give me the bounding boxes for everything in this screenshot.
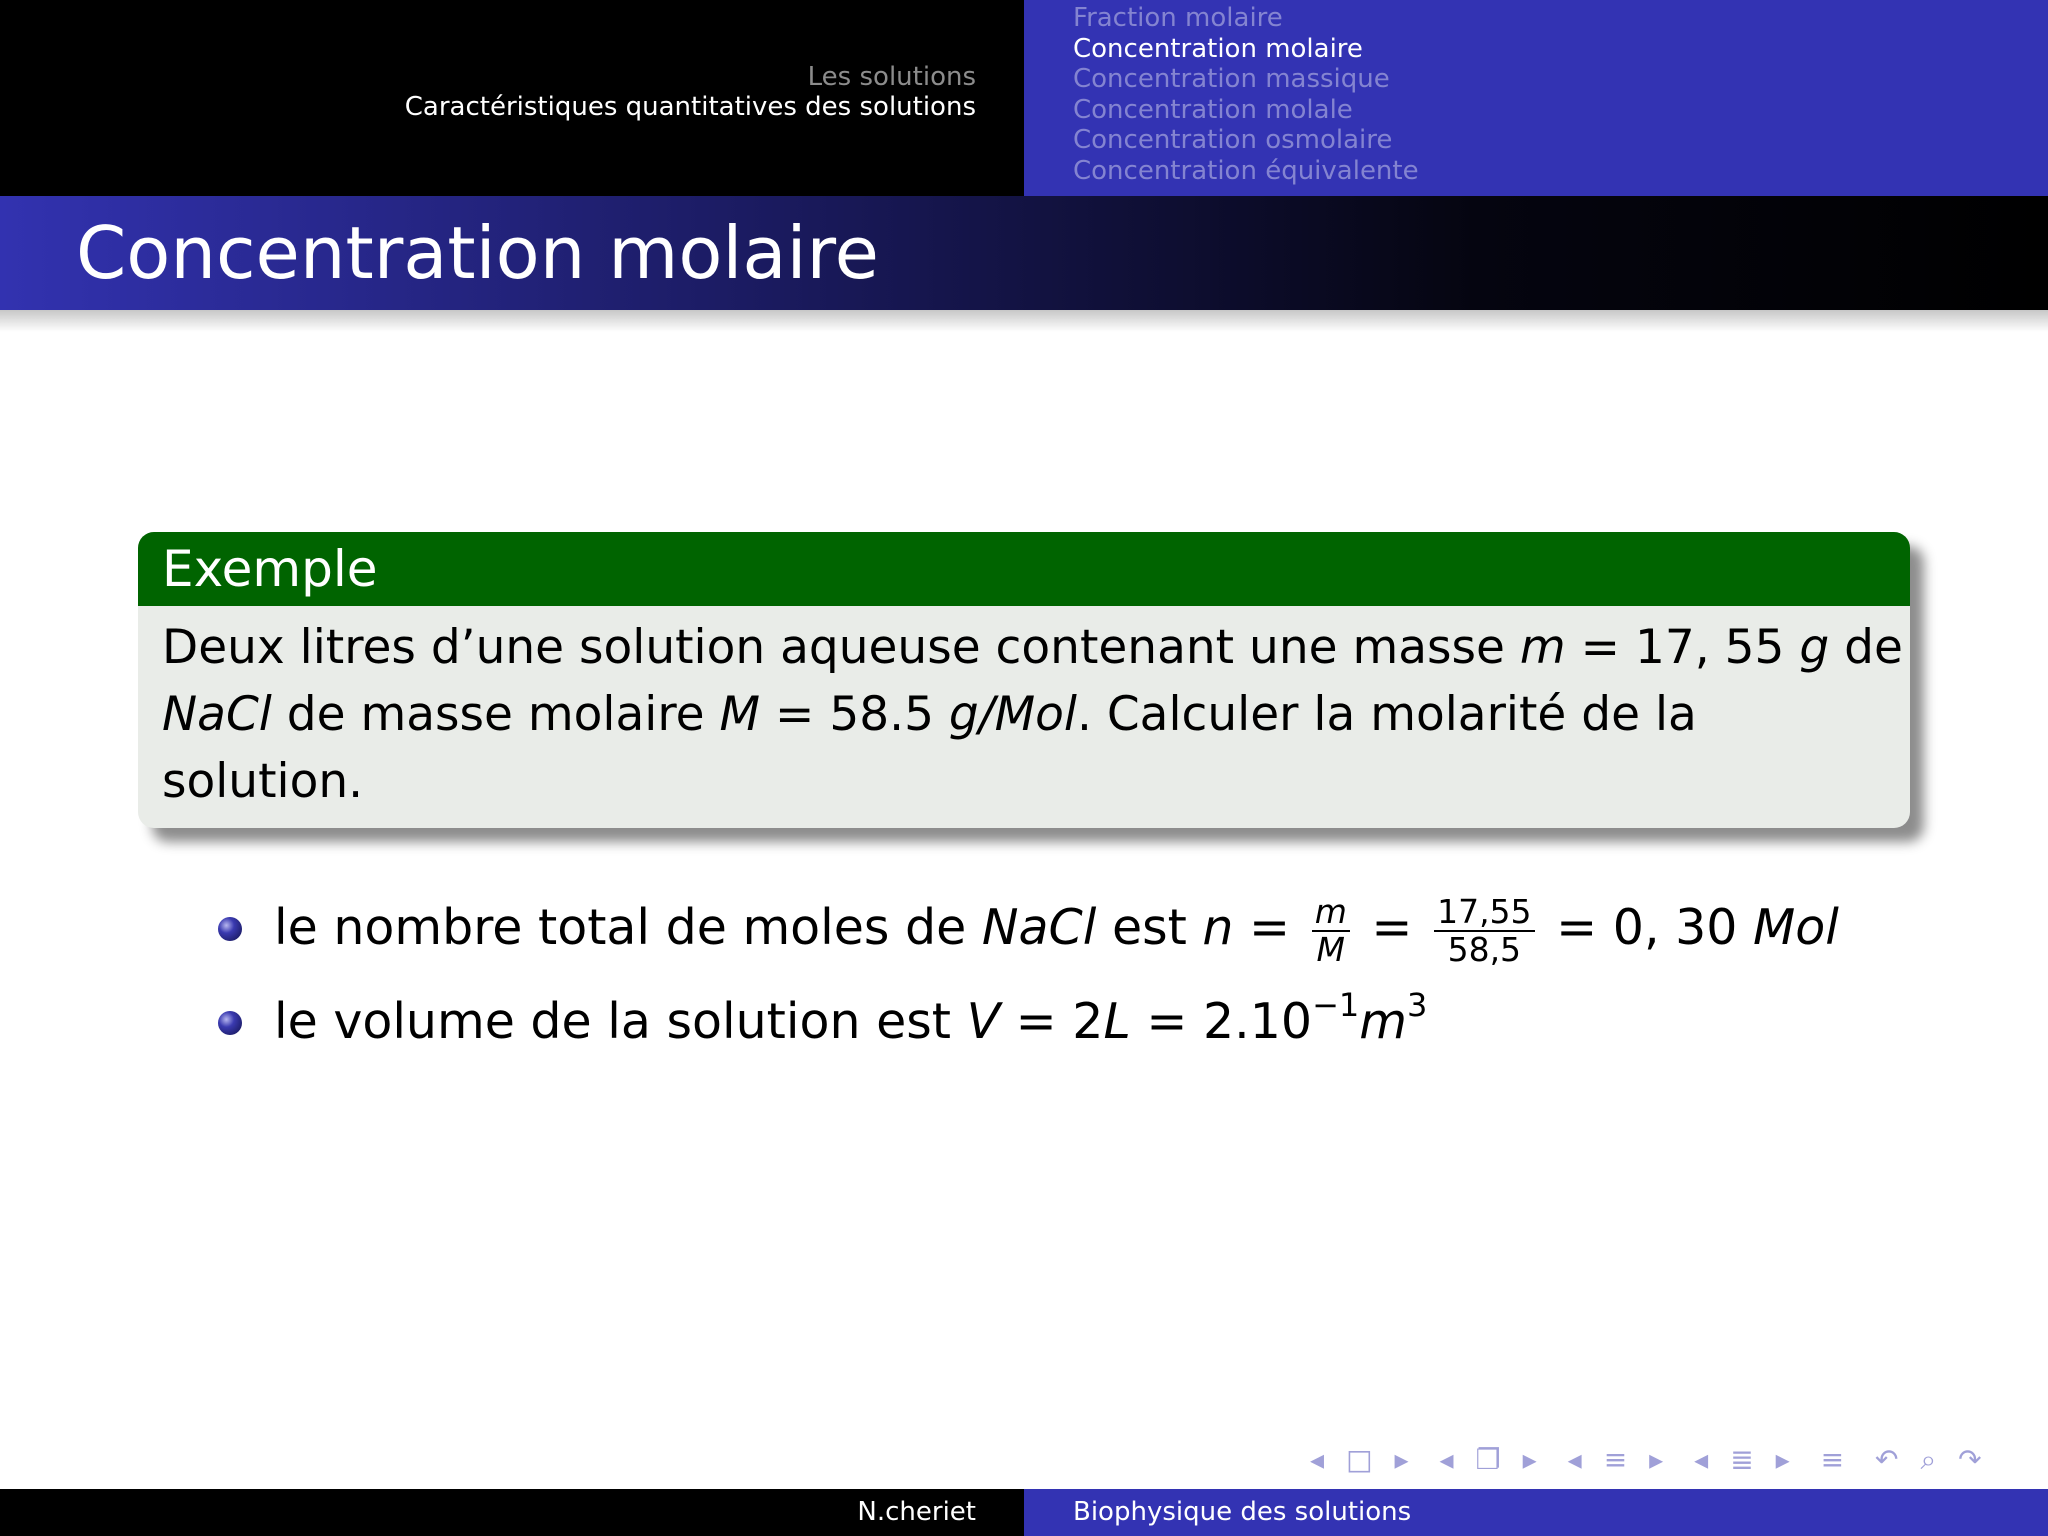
math-exponent: 3 bbox=[1407, 986, 1428, 1024]
math-unit-m: m bbox=[1359, 993, 1408, 1050]
arrow-right-icon[interactable]: ▸ bbox=[1775, 1443, 1790, 1476]
math-exponent: −1 bbox=[1312, 986, 1360, 1024]
math-var-M: M bbox=[719, 687, 761, 742]
math-value: = 17, 55 bbox=[1565, 620, 1800, 675]
bullet-moles bbox=[214, 890, 1914, 969]
fraction-denominator: 58,5 bbox=[1447, 929, 1522, 969]
toc-icon[interactable]: ≡ bbox=[1820, 1443, 1845, 1476]
math-equals: = bbox=[1233, 899, 1306, 956]
bullet-text: le volume de la solution est bbox=[274, 993, 967, 1050]
arrow-right-icon[interactable]: ▸ bbox=[1394, 1443, 1409, 1476]
nav-item-concentration-massique[interactable]: Concentration massique bbox=[1073, 64, 1390, 95]
header-section[interactable]: Les solutions bbox=[807, 62, 976, 92]
nav-item-concentration-osmolaire[interactable]: Concentration osmolaire bbox=[1073, 125, 1393, 156]
bullet-ball-icon bbox=[218, 1011, 242, 1035]
nav-item-concentration-molaire[interactable]: Concentration molaire bbox=[1073, 33, 1363, 64]
bullet-volume bbox=[214, 984, 1914, 1060]
fraction-values bbox=[1434, 891, 1534, 969]
footer-author: N.cheriet bbox=[0, 1489, 1024, 1536]
fraction-numerator: 17,55 bbox=[1434, 894, 1534, 932]
fraction-numerator bbox=[1312, 891, 1350, 932]
arrow-left-icon[interactable]: ◂ bbox=[1310, 1443, 1325, 1476]
example-block bbox=[138, 532, 1910, 828]
math-nacl: NaCl bbox=[981, 899, 1097, 956]
footer-course: Biophysique des solutions bbox=[1024, 1489, 2048, 1536]
arrow-right-icon[interactable]: ▸ bbox=[1522, 1443, 1537, 1476]
section-icon[interactable]: ≡ bbox=[1603, 1443, 1628, 1476]
math-unit-mol: Mol bbox=[1753, 899, 1839, 956]
example-text: de masse molaire bbox=[271, 687, 720, 742]
redo-icon[interactable]: ↷ bbox=[1958, 1443, 1982, 1476]
presentation-icon[interactable]: ≣ bbox=[1730, 1443, 1754, 1476]
example-heading: Exemple bbox=[138, 532, 1910, 606]
math-value: = 2 bbox=[1000, 993, 1104, 1050]
title-shadow bbox=[0, 310, 2048, 332]
example-line-1 bbox=[162, 614, 1903, 681]
math-var-m: m bbox=[1519, 620, 1566, 675]
math-var-M: M bbox=[1316, 929, 1346, 969]
example-line-2 bbox=[162, 681, 1886, 748]
math-unit-g: g bbox=[1799, 620, 1830, 675]
math-nacl: NaCl bbox=[162, 687, 272, 742]
nav-item-concentration-molale[interactable]: Concentration molale bbox=[1073, 94, 1353, 125]
frame-icon[interactable]: □ bbox=[1346, 1443, 1373, 1476]
example-text: . Calculer la molarité de la bbox=[1076, 687, 1697, 742]
math-equals: = bbox=[1355, 899, 1429, 956]
bullet-text: le nombre total de moles de bbox=[274, 899, 982, 956]
header-left bbox=[0, 0, 1024, 196]
math-var-n: n bbox=[1202, 899, 1234, 956]
math-unit-L: L bbox=[1103, 993, 1131, 1050]
search-icon[interactable]: ⌕ bbox=[1920, 1443, 1937, 1476]
example-text: de bbox=[1829, 620, 1903, 675]
slide-title: Concentration molaire bbox=[76, 211, 879, 295]
example-text: Deux litres d’une solution aqueuse contenant une masse bbox=[162, 620, 1520, 675]
math-value: = 2.10 bbox=[1130, 993, 1313, 1050]
math-unit-gmol: g/Mol bbox=[948, 687, 1077, 742]
fraction-m-over-M bbox=[1312, 891, 1350, 969]
header-nav bbox=[1024, 0, 2048, 196]
example-body bbox=[138, 614, 1910, 815]
subsection-icon[interactable]: ❐ bbox=[1475, 1443, 1501, 1476]
arrow-left-icon[interactable]: ◂ bbox=[1567, 1443, 1582, 1476]
header-subsection[interactable]: Caractéristiques quantitatives des solutions bbox=[404, 92, 976, 122]
example-line-3: solution. bbox=[162, 754, 364, 809]
beamer-navigation bbox=[1310, 1440, 2030, 1480]
arrow-right-icon[interactable]: ▸ bbox=[1649, 1443, 1664, 1476]
undo-icon[interactable]: ↶ bbox=[1875, 1443, 1899, 1476]
arrow-left-icon[interactable]: ◂ bbox=[1439, 1443, 1454, 1476]
nav-item-fraction-molaire[interactable]: Fraction molaire bbox=[1073, 3, 1283, 33]
bullet-list bbox=[214, 890, 1914, 1078]
math-var-V: V bbox=[966, 993, 1001, 1050]
math-value: = 58.5 bbox=[760, 687, 949, 742]
bullet-ball-icon bbox=[218, 917, 242, 941]
math-var-m: m bbox=[1314, 891, 1347, 931]
nav-item-concentration-equivalente[interactable]: Concentration équivalente bbox=[1073, 155, 1419, 186]
bullet-text: est bbox=[1096, 899, 1203, 956]
arrow-left-icon[interactable]: ◂ bbox=[1694, 1443, 1709, 1476]
fraction-denominator bbox=[1312, 929, 1350, 969]
math-result: = 0, 30 bbox=[1540, 899, 1754, 956]
